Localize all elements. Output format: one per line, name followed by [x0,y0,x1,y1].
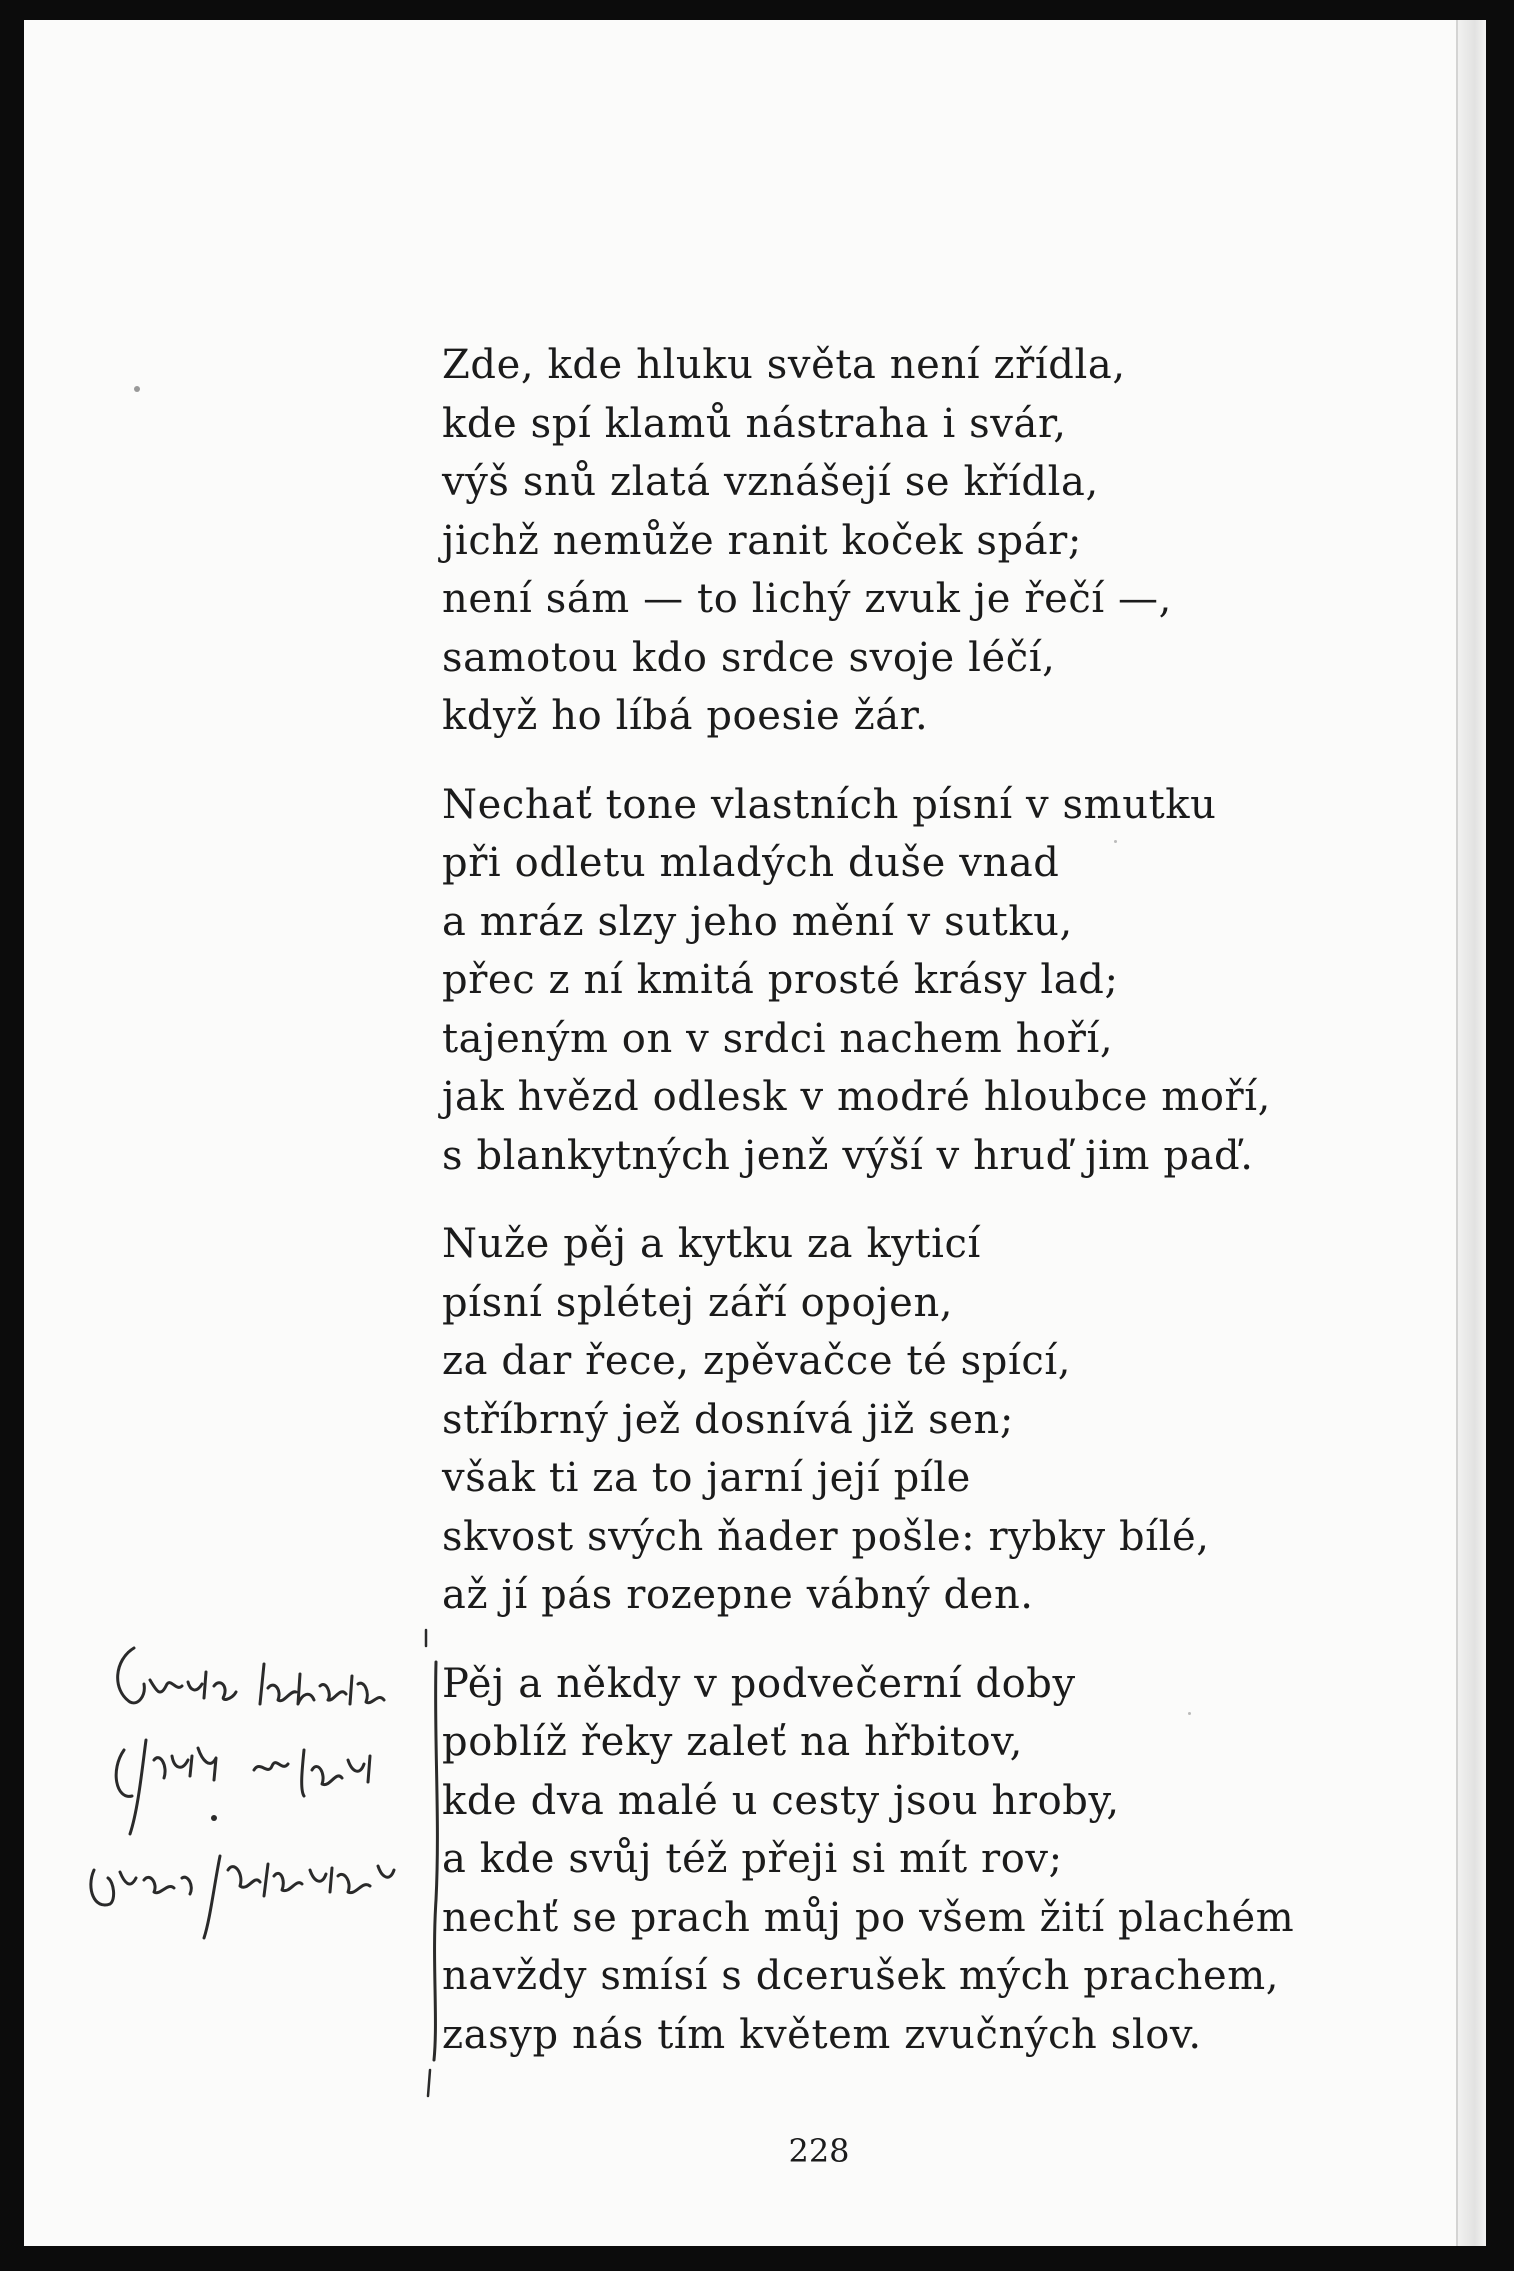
handwritten-margin-note [64,1620,464,2100]
handwriting-scribble [64,1620,464,2100]
stanza [442,1655,1402,2065]
poem-line: stříbrný jež dosnívá již sen; [442,1396,1014,1443]
poem-line: skvost svých ňader pošle: rybky bílé, [442,1513,1210,1560]
stanza [442,336,1402,746]
poem-line: Nuže pěj a kytku za kyticí [442,1221,981,1267]
stanza [442,1215,1402,1625]
poem-line: poblíž řeky zaleť na hřbitov, [442,1719,1023,1765]
stanza [442,776,1402,1186]
poem-line: nechť se prach můj po všem žití plachém [442,1894,1295,1941]
poem-line: navždy smísí s dcerušek mých prachem, [442,1953,1280,1999]
poem-line: při odletu mladých duše vnad [442,840,1060,886]
poem-line: jichž nemůže ranit koček spár; [442,517,1082,564]
poem-line: za dar řece, zpěvačce té spící, [442,1338,1072,1384]
poem-line: s blankytných jenž výší v hruď jim paď. [442,1132,1254,1179]
poem-line: zasyp nás tím květem zvučných slov. [442,2011,1202,2058]
poem-line: písní splétej září opojen, [442,1279,954,1326]
poem-line: výš snů zlatá vznášejí se křídla, [442,459,1099,505]
poem-line: tajeným on v srdci nachem hoří, [442,1015,1114,1062]
poem-line: Zde, kde hluku světa není zřídla, [442,342,1126,388]
poem-line: kde dva malé u cesty jsou hroby, [442,1777,1120,1824]
poem-line: však ti za to jarní její píle [442,1455,971,1501]
page-edge [1456,20,1486,2246]
poem-line: a kde svůj též přeji si mít rov; [442,1836,1063,1882]
book-page [24,20,1486,2246]
paper-speck [134,386,140,392]
poem-line: není sám — to lichý zvuk je řečí —, [442,576,1172,622]
poem-line: Pěj a někdy v podvečerní doby [442,1660,1076,1707]
poem-line: a mráz slzy jeho mění v sutku, [442,898,1073,945]
poem-line: když ho líbá poesie žár. [442,693,929,739]
poem-line: až jí pás rozepne vábný den. [442,1572,1034,1618]
poem [442,336,1402,2094]
poem-line: přec z ní kmitá prosté krásy lad; [442,957,1119,1003]
page-number: 228 [788,2132,850,2170]
poem-line: kde spí klamů nástraha i svár, [442,400,1067,447]
poem-line: Nechať tone vlastních písní v smutku [442,781,1217,828]
poem-line: samotou kdo srdce svoje léčí, [442,634,1056,681]
poem-line: jak hvězd odlesk v modré hloubce moří, [442,1074,1271,1120]
